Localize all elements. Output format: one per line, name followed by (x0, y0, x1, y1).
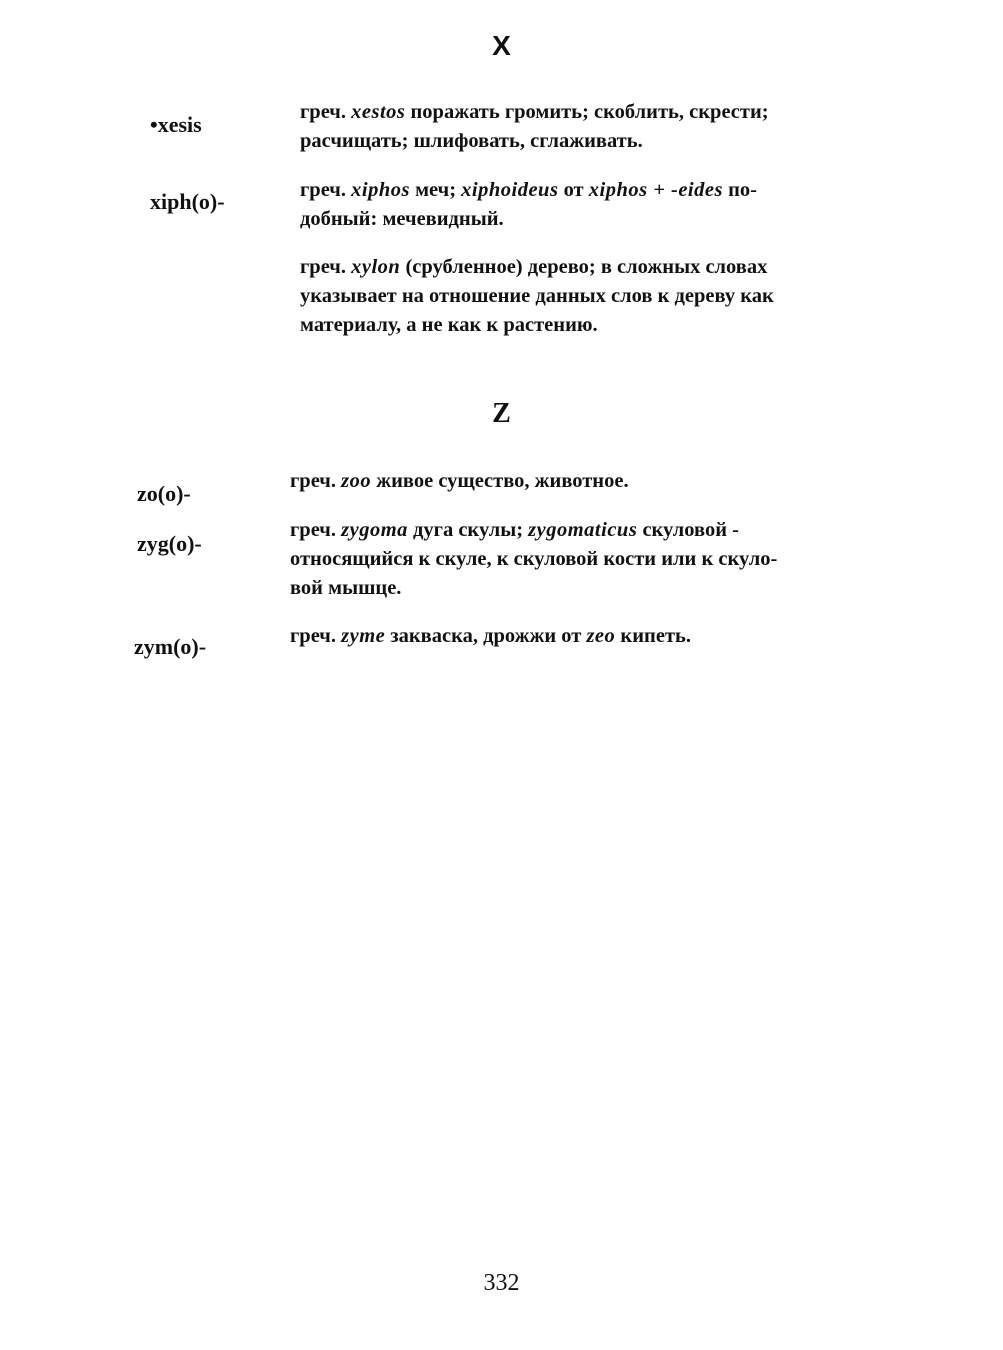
definition-zoo (290, 467, 850, 496)
definition-line: греч. xestos поражать громить; скоблить, скрести; (300, 101, 769, 123)
definition-line: указывает на отношение данных слов к дереву как (300, 285, 774, 307)
definition-xiph (300, 176, 860, 234)
term-zyg: zyg(o)- (137, 531, 202, 556)
definition-xesis (300, 98, 860, 156)
definition-zym (290, 622, 850, 651)
definition-line: материалу, а не как к растению. (300, 314, 598, 336)
definition-xylon (300, 253, 860, 340)
definition-line: относящийся к скуле, к скуловой кости или к скуло- (290, 548, 778, 570)
definition-zyg (290, 516, 850, 603)
term-xiph: xiph(o)- (150, 189, 225, 214)
definition-line: греч. xylon (срубленное) дерево; в сложных словах (300, 256, 768, 278)
section-heading-x: X (492, 30, 511, 61)
page-number: 332 (483, 1270, 520, 1296)
definition-line: вой мышце. (290, 577, 402, 599)
term-xesis: •xesis (150, 112, 202, 137)
definition-line: греч. zoo живое существо, животное. (290, 470, 629, 492)
definition-line: добный: мечевидный. (300, 208, 504, 230)
section-heading-z: Z (492, 398, 511, 429)
definition-line: греч. zygoma дуга скулы; zygomaticus скуловой - (290, 519, 739, 541)
term-zoo: zo(o)- (137, 481, 191, 506)
definition-line: греч. zyme закваска, дрожжи от zeo кипеть. (290, 625, 691, 647)
definition-line: греч. xiphos меч; xiphoideus от xiphos + -eides по- (300, 179, 757, 201)
definition-line: расчищать; шлифовать, сглаживать. (300, 130, 643, 152)
term-zym: zym(o)- (134, 634, 207, 659)
